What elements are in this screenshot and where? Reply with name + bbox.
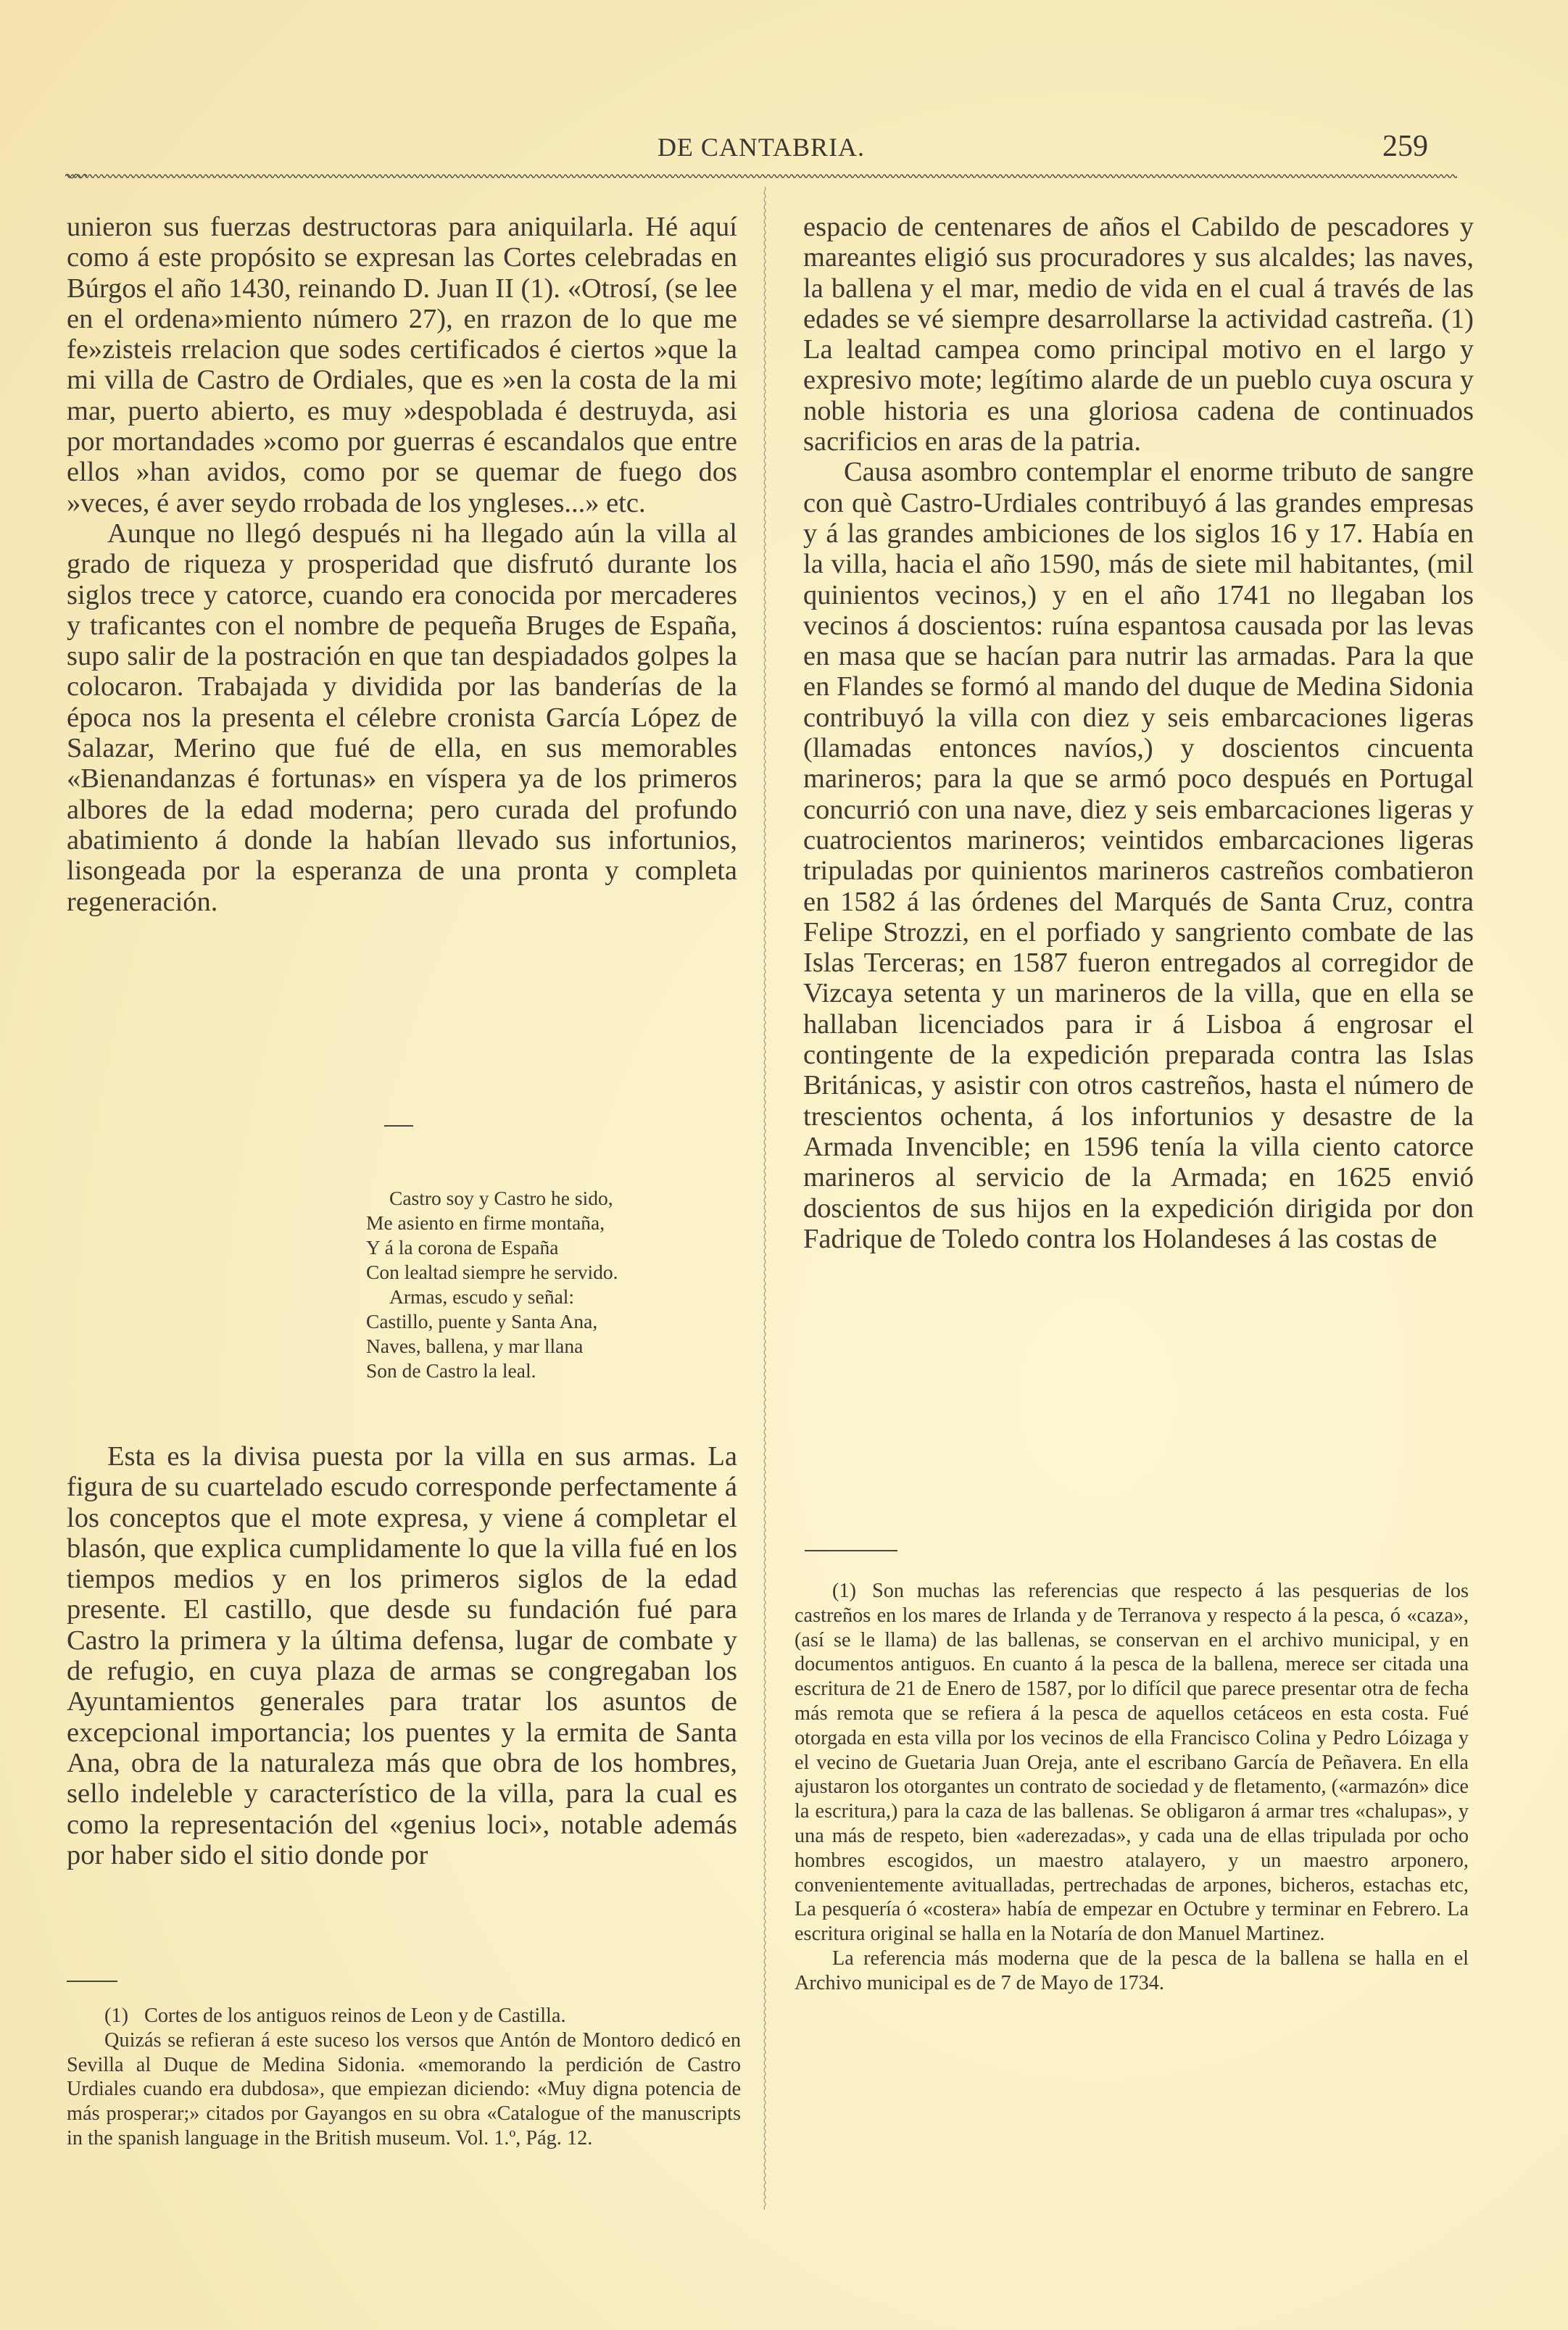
- verse-line: Castro soy y Castro he sido,: [389, 1187, 613, 1209]
- footnote-text: La referencia más moderna que de la pesca de la ballena se halla en el Archivo municipal es de 7 de Mayo de 1734.: [795, 1946, 1469, 1994]
- column-divider: [763, 187, 767, 2210]
- paragraph: Causa asombro contemplar el enorme tributo de sangre con què Castro-Urdiales contribuyó á las grandes empresas y á las grandes ambiciones de los siglos 16 y 17. Había en la villa, hacia el año 1590, más de siete mil habitantes, (mil quinientos vecinos,) y en el año 1741 no llegaban los vecinos á doscientos: ruína espantosa causada por las levas en masa que se hacían para nutrir las armadas. Para la que en Flandes se formó al mando del duque de Medina Sidonia contribuyó la villa con diez y seis embarcaciones ligeras (llamadas entonces navíos,) y doscientos cincuenta marineros; para la que se armó poco después en Portugal concurrió con una nave, diez y seis embarcaciones ligeras y cuatrocientos marineros; veintidos embarcaciones ligeras tripuladas por quinientos marineros castreños combatieron en 1582 á las órdenes del Marqués de Santa Cruz, contra Felipe Strozzi, en el porfiado y sangriento combate de las Islas Terceras; en 1587 fueron entregados al corregidor de Vizcaya setenta y un marineros de la villa, que en ella se hallaban licenciados para ir á Lisboa á engrosar el contingente de la expedición preparada contra las Islas Británicas, y asistir con otros castreños, hasta el número de trescientos ochenta, á los infortunios y desastre de la Armada Invencible; en 1596 tenía la villa ciento catorce marineros al servicio de la Armada; en 1625 envió doscientos de sus hijos en la expedición dirigida por don Fadrique de Toledo contra los Holandeses á las costas de: [803, 457, 1474, 1254]
- verse-line: Naves, ballena, y mar llana: [366, 1335, 584, 1357]
- page-number: 259: [1382, 130, 1428, 163]
- verse-line: Son de Castro la leal.: [366, 1359, 536, 1382]
- right-column-body: [803, 212, 1474, 1254]
- footnote-text: Quizás se refieran á este suceso los versos que Antón de Montoro dedicó en Sevilla al Duque de Medina Sidonia. «memorando la perdición de Castro Urdiales cuando era dubdosa», que empiezan diciendo: «Muy digna potencia de más prosperar;» citados por Gayangos en su obra «Catalogue of the manuscripts in the spanish language in the British museum. Vol. 1.º, Pág. 12.: [67, 2028, 741, 2149]
- running-title: DE CANTABRIA.: [657, 133, 866, 162]
- paragraph: Esta es la divisa puesta por la villa en sus armas. La figura de su cuartelado escudo corresponde perfectamente á los conceptos que el mote expresa, y viene á completar el blasón, que explica cumplidamente lo que la villa fué en los tiempos medios y en los primeros siglos de la edad presente. El castillo, que desde su fundación fué para Castro la primera y la última defensa, lugar de combate y de refugio, en cuya plaza de armas se congregaban los Ayuntamientos generales para tratar los asuntos de excepcional importancia; los puentes y la ermita de Santa Ana, obra de la naturaleza más que obra de los hombres, sello indeleble y característico de la villa, para la cual es como la representación del «genius loci», notable además por haber sido el sitio donde por: [67, 1441, 737, 1870]
- section-separator: [384, 1125, 413, 1127]
- footnote-left: [67, 2004, 741, 2151]
- footnote-text: Son muchas las referencias que respecto á las pesquerias de los castreños en los mares de Irlanda y de Terranova y respecto á la pesca, ó «caza», (así se le llama) de las ballenas, se conservan en el archivo municipal, y en documentos antiguos. En cuanto á la pesca de la ballena, merece ser citada una escritura de 21 de Enero de 1587, por lo difícil que parece presentar otra de fecha más remota que se refiera á la pesca de aquellos cetáceos en esta costa. Fué otorgada en esta villa por los vecinos de ella Francisco Colina y Pedro Lóizaga y el vecino de Guetaria Juan Oreja, ante el escribano García de Peñavera. En ella ajustaron los otorgantes un contrato de sociedad y de fletamento, («armazón» dice la escritura,) para la caza de las ballenas. Se obligaron á armar tres «chalupas», y una más de respeto, bien «aderezadas», y cada una de ellas tripulada por ocho hombres escogidos, un maestro atalayero, y un maestro arponero, convenientemente avitualladas, pertrechadas de arpones, bicheros, estachas etc, La pesquería ó «costera» había de empezar en Octubre y terminar en Febrero. La escritura original se halla en la Notaría de don Manuel Martinez.: [795, 1580, 1469, 1946]
- left-column-body-continued: [67, 1441, 737, 1870]
- footnote-marker: (1): [832, 1580, 856, 1602]
- wavy-header-rule: [65, 173, 1457, 180]
- paragraph: Aunque no llegó después ni ha llegado aún la villa al grado de riqueza y prosperidad que disfrutó durante los siglos trece y catorce, cuando era conocida por mercaderes y traficantes con el nombre de pequeña Bruges de España, supo salir de la postración en que tan despiadados golpes la colocaron. Trabajada y dividida por las banderías de la época nos la presenta el célebre cronista García López de Salazar, Merino que fué de ella, en sus memorables «Bienandanzas é fortunas» en víspera ya de los primeros albores de la edad moderna; pero curada del profundo abatimiento á donde la habían llevado sus infortunios, lisongeada por la esperanza de una pronta y completa regeneración.: [67, 518, 737, 917]
- running-header: [65, 129, 1457, 173]
- verse-line: Me asiento en firme montaña,: [366, 1211, 605, 1234]
- footnote-rule: [67, 1981, 117, 1982]
- verse-line: Con lealtad siempre he servido.: [366, 1261, 618, 1283]
- verse-line: Y á la corona de España: [366, 1236, 559, 1259]
- footnote-right: [795, 1579, 1469, 1996]
- verse-motto: [366, 1186, 743, 1383]
- paragraph: espacio de centenares de años el Cabildo de pescadores y mareantes eligió sus procuradores y sus alcaldes; las naves, la ballena y el mar, medio de vida en el cual á través de las edades se vé siempre desarrollarse la actividad castreña. (1) La lealtad campea como principal motivo en el largo y expresivo mote; legítimo alarde de un pueblo cuya oscura y noble historia es una gloriosa cadena de continuados sacrificios en aras de la patria.: [803, 212, 1474, 457]
- footnote-rule: [805, 1550, 897, 1551]
- verse-line: Castillo, puente y Santa Ana,: [366, 1310, 598, 1332]
- verse-line: Armas, escudo y señal:: [389, 1285, 575, 1308]
- left-column-body: [67, 212, 737, 917]
- paragraph: unieron sus fuerzas destructoras para aniquilarla. Hé aquí como á este propósito se expresan las Cortes celebradas en Búrgos el año 1430, reinando D. Juan II (1). «Otrosí, (se lee en el ordena»miento número 27), en rrazon de lo que me fe»zisteis rrelacion que sodes certificados é ciertos »que la mi villa de Castro de Ordiales, que es »en la costa de la mi mar, puerto abierto, es muy »despoblada é destruyda, asi por mortandades »como por guerras é escandalos que entre ellos »han avidos, como por se quemar de fuego dos »veces, é aver seydo rrobada de los yngleses...» etc.: [67, 212, 737, 518]
- footnote-text: Cortes de los antiguos reinos de Leon y de Castilla.: [144, 2004, 566, 2027]
- footnote-marker: (1): [104, 2004, 128, 2027]
